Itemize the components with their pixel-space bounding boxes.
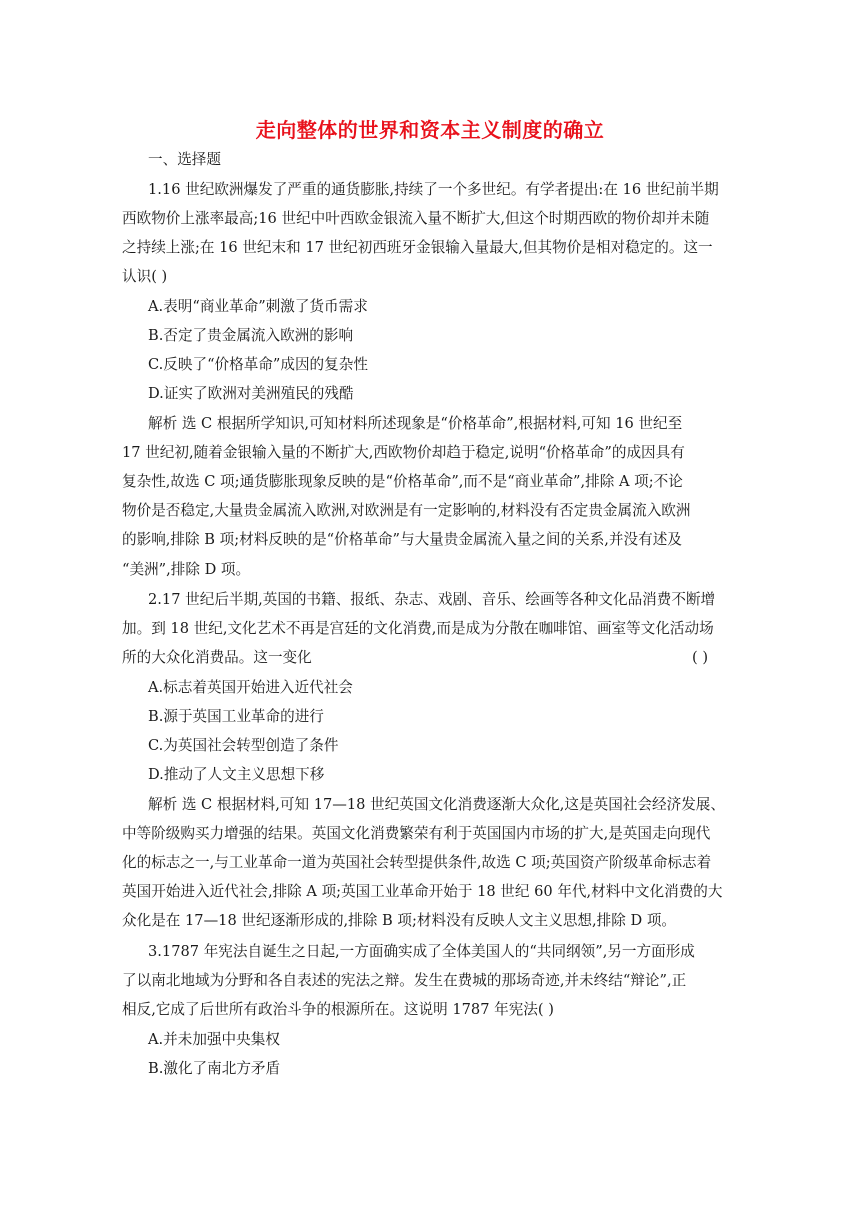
q1-analysis-line: 17 世纪初,随着金银输入量的不断扩大,西欧物价却趋于稳定,说明“价格革命”的成因具有: [122, 444, 685, 461]
q1-stem-line: 西欧物价上涨率最高;16 世纪中叶西欧金银流入量不断扩大,但这个时期西欧的物价却并未随: [122, 210, 710, 227]
q2-stem-line: 2.17 世纪后半期,英国的书籍、报纸、杂志、戏剧、音乐、绘画等各种文化品消费不断增: [148, 591, 716, 608]
page-title: 走向整体的世界和资本主义制度的确立: [255, 118, 605, 142]
q2-answer-paren: ( ): [692, 649, 709, 666]
q1-analysis-line: “美洲”,排除 D 项。: [122, 561, 251, 578]
q1-analysis-line: 的影响,排除 B 项;材料反映的是“价格革命”与大量贵金属流入量之间的关系,并没有述及: [122, 531, 682, 548]
q2-stem-line: 所的大众化消费品。这一变化: [122, 649, 312, 666]
section-heading: 一、选择题: [148, 151, 221, 168]
q1-stem-line: 1.16 世纪欧洲爆发了严重的通货膨胀,持续了一个多世纪。有学者提出:在 16 世纪前半期: [148, 181, 719, 198]
q1-option-d: D.证实了欧洲对美洲殖民的残酷: [148, 385, 354, 402]
q2-option-b: B.源于英国工业革命的进行: [148, 708, 324, 725]
q3-stem-line: 了以南北地域为分野和各自表述的宪法之辩。发生在费城的那场奇迹,并未终结“辩论”,正: [122, 972, 687, 989]
q1-option-c: C.反映了“价格革命”成因的复杂性: [148, 356, 368, 373]
q1-analysis-line: 解析 选 C 根据所学知识,可知材料所述现象是“价格革命”,根据材料,可知 16 世纪至: [148, 415, 683, 432]
q2-option-d: D.推动了人文主义思想下移: [148, 766, 325, 783]
q1-option-a: A.表明“商业革命”刺激了货币需求: [148, 298, 368, 315]
q2-option-a: A.标志着英国开始进入近代社会: [148, 679, 353, 696]
q2-analysis-line: 中等阶级购买力增强的结果。英国文化消费繁荣有利于英国国内市场的扩大,是英国走向现代: [122, 825, 711, 842]
q1-option-b: B.否定了贵金属流入欧洲的影响: [148, 327, 354, 344]
q1-analysis-line: 复杂性,故选 C 项;通货膨胀现象反映的是“价格革命”,而不是“商业革命”,排除 A 项;不论: [122, 473, 683, 490]
q2-stem-line: 加。到 18 世纪,文化艺术不再是宫廷的文化消费,而是成为分散在咖啡馆、画室等文化活动场: [122, 620, 714, 637]
q3-stem-line: 相反,它成了后世所有政治斗争的根源所在。这说明 1787 年宪法( ): [122, 1001, 554, 1018]
q2-option-c: C.为英国社会转型创造了条件: [148, 737, 339, 754]
q3-option-b: B.激化了南北方矛盾: [148, 1060, 281, 1077]
q1-stem-line: 认识( ): [122, 268, 168, 285]
q2-analysis-line: 众化是在 17—18 世纪逐渐形成的,排除 B 项;材料没有反映人文主义思想,排除 D 项。: [122, 912, 677, 929]
q3-option-a: A.并未加强中央集权: [148, 1031, 280, 1048]
q2-analysis-line: 解析 选 C 根据材料,可知 17—18 世纪英国文化消费逐渐大众化,这是英国社会经济发展、: [148, 796, 725, 813]
q3-stem-line: 3.1787 年宪法自诞生之日起,一方面确实成了全体美国人的“共同纲领”,另一方面形成: [148, 943, 695, 960]
q2-analysis-line: 化的标志之一,与工业革命一道为英国社会转型提供条件,故选 C 项;英国资产阶级革命标志着: [122, 854, 712, 871]
q1-analysis-line: 物价是否稳定,大量贵金属流入欧洲,对欧洲是有一定影响的,材料没有否定贵金属流入欧洲: [122, 502, 691, 519]
q2-analysis-line: 英国开始进入近代社会,排除 A 项;英国工业革命开始于 18 世纪 60 年代,材料中文化消费的大: [122, 883, 723, 900]
q1-stem-line: 之持续上涨;在 16 世纪末和 17 世纪初西班牙金银输入量最大,但其物价是相对稳定的。这一: [122, 239, 713, 256]
